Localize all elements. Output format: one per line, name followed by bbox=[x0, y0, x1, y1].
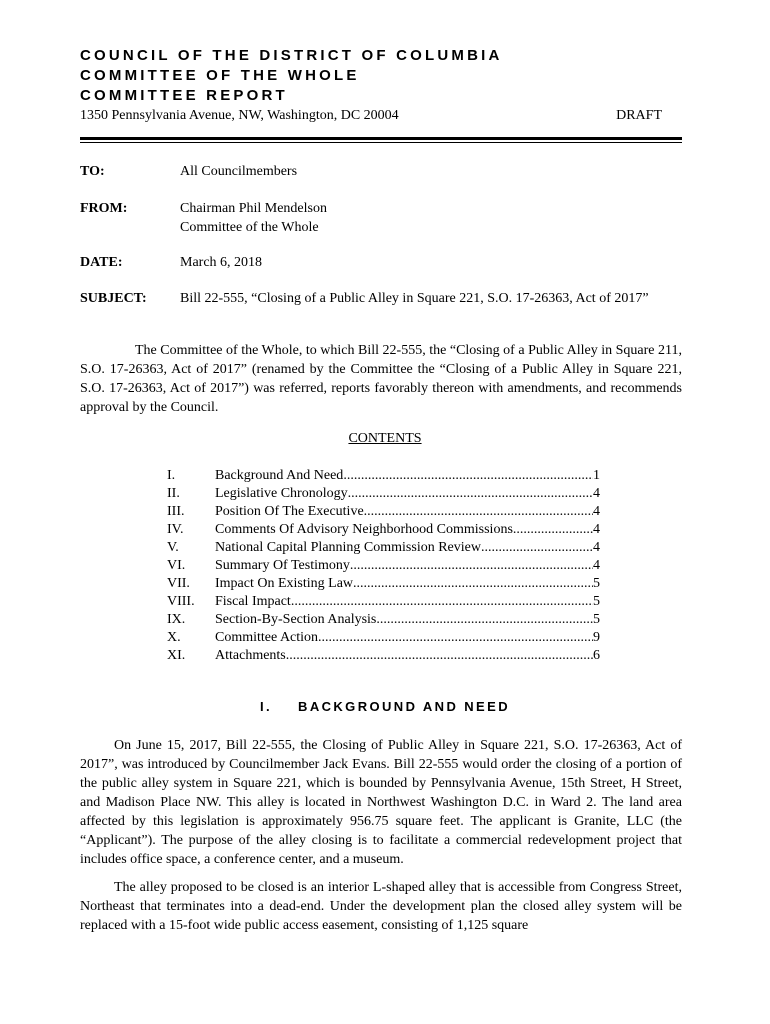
toc-page-number: 4 bbox=[593, 558, 600, 573]
report-heading bbox=[80, 46, 503, 106]
toc-page-number: 4 bbox=[593, 504, 600, 519]
address-row bbox=[80, 108, 662, 124]
contents-title: CONTENTS bbox=[348, 431, 422, 446]
toc-row bbox=[167, 503, 600, 521]
toc-number: VI. bbox=[167, 558, 186, 573]
toc-page-number: 4 bbox=[593, 522, 600, 537]
toc-leader-dots bbox=[343, 467, 593, 485]
council-address: 1350 Pennsylvania Avenue, NW, Washington, DC 20004 bbox=[80, 108, 399, 123]
date-value: March 6, 2018 bbox=[180, 255, 263, 270]
toc-title: Summary Of Testimony bbox=[215, 558, 350, 573]
from-value bbox=[180, 199, 680, 237]
toc-row bbox=[167, 611, 600, 629]
intro-paragraph: The Committee of the Whole, to which Bill 22-555, the “Closing of a Public Alley in Square 211, S.O. 17-26363, Act of 2017” (renamed by the Committee the “Closing of a Public Alley in Square 221, S.O. 17-26363, Act of 2017”) was referred, reports favorably thereon with amendments, and recommends approval by the Council. bbox=[80, 343, 682, 415]
toc-number: III. bbox=[167, 504, 185, 519]
background-paragraph-2: The alley proposed to be closed is an interior L-shaped alley that is accessible from Congress Street, Northeast that terminates into a dead-end. Under the development plan the closed alley system will be replaced with a 15-foot wide public access easement, consisting of 1,125 square bbox=[80, 880, 682, 933]
from-label: FROM: bbox=[80, 201, 128, 216]
toc-page-number: 6 bbox=[593, 648, 600, 663]
toc-leader-dots bbox=[291, 593, 593, 611]
toc-page-number: 4 bbox=[593, 486, 600, 501]
toc-leader-dots bbox=[286, 647, 593, 665]
report-type: COMMITTEE REPORT bbox=[80, 87, 288, 104]
to-label: TO: bbox=[80, 164, 105, 179]
toc-title: National Capital Planning Commission Review bbox=[215, 540, 481, 555]
section-heading bbox=[0, 699, 770, 714]
toc-title: Section-By-Section Analysis bbox=[215, 612, 377, 627]
toc-page-number: 4 bbox=[593, 540, 600, 555]
toc-page-number: 5 bbox=[593, 612, 600, 627]
toc-page-number: 5 bbox=[593, 594, 600, 609]
toc-title: Impact On Existing Law bbox=[215, 576, 354, 591]
toc-page-number: 9 bbox=[593, 630, 600, 645]
committee-name: COMMITTEE OF THE WHOLE bbox=[80, 67, 360, 84]
toc-number: X. bbox=[167, 630, 181, 645]
toc-title: Attachments bbox=[215, 648, 286, 663]
section-number: I. bbox=[260, 699, 273, 714]
table-of-contents bbox=[167, 467, 600, 665]
subject-label: SUBJECT: bbox=[80, 291, 147, 306]
toc-leader-dots bbox=[513, 521, 593, 539]
toc-number: V. bbox=[167, 540, 179, 555]
toc-number: IX. bbox=[167, 612, 186, 627]
council-name: COUNCIL OF THE DISTRICT OF COLUMBIA bbox=[80, 47, 503, 64]
toc-number: VIII. bbox=[167, 594, 195, 609]
toc-number: IV. bbox=[167, 522, 184, 537]
toc-title: Comments Of Advisory Neighborhood Commissions bbox=[215, 522, 513, 537]
toc-row bbox=[167, 521, 600, 539]
toc-row bbox=[167, 593, 600, 611]
header-rule-thin bbox=[80, 142, 682, 143]
toc-leader-dots bbox=[376, 611, 593, 629]
draft-label: DRAFT bbox=[616, 108, 662, 123]
toc-title: Position Of The Executive bbox=[215, 504, 364, 519]
to-value: All Councilmembers bbox=[180, 164, 298, 179]
from-name: Chairman Phil Mendelson bbox=[180, 201, 327, 216]
toc-number: XI. bbox=[167, 648, 186, 663]
toc-row bbox=[167, 467, 600, 485]
toc-row bbox=[167, 629, 600, 647]
toc-title: Fiscal Impact bbox=[215, 594, 291, 609]
toc-row bbox=[167, 575, 600, 593]
toc-title: Background And Need bbox=[215, 468, 344, 483]
section-title: BACKGROUND AND NEED bbox=[298, 699, 510, 714]
toc-row bbox=[167, 539, 600, 557]
header-rule-thick bbox=[80, 137, 682, 140]
toc-number: I. bbox=[167, 468, 176, 483]
toc-title: Committee Action bbox=[215, 630, 319, 645]
toc-leader-dots bbox=[364, 503, 593, 521]
toc-page-number: 5 bbox=[593, 576, 600, 591]
toc-leader-dots bbox=[318, 629, 593, 647]
toc-number: II. bbox=[167, 486, 180, 501]
toc-leader-dots bbox=[350, 557, 593, 575]
toc-row bbox=[167, 647, 600, 665]
background-paragraph-1: On June 15, 2017, Bill 22-555, the Closing of Public Alley in Square 221, S.O. 17-26363, Act of 2017”, was introduced by Councilmember Jack Evans. Bill 22-555 would order the closing of a portion of the public alley system in Square 221, which is bounded by Pennsylvania Avenue, 15th Street, H Street, and Madison Place NW. This alley is located in Northwest Washington D.C. in Ward 2. The land area affected by this legislation is approximately 956.75 square feet. The applicant is Granite, LLC (the “Applicant”). The purpose of the alley closing is to facilitate a commercial redevelopment project that includes office space, a conference center, and a museum. bbox=[80, 738, 682, 867]
toc-row bbox=[167, 485, 600, 503]
toc-leader-dots bbox=[348, 485, 593, 503]
toc-row bbox=[167, 557, 600, 575]
toc-title: Legislative Chronology bbox=[215, 486, 348, 501]
toc-page-number: 1 bbox=[593, 468, 600, 483]
date-label: DATE: bbox=[80, 255, 123, 270]
from-committee: Committee of the Whole bbox=[180, 220, 319, 235]
toc-leader-dots bbox=[353, 575, 593, 593]
subject-value: Bill 22-555, “Closing of a Public Alley in Square 221, S.O. 17-26363, Act of 2017” bbox=[180, 291, 649, 306]
toc-leader-dots bbox=[481, 539, 593, 557]
toc-number: VII. bbox=[167, 576, 190, 591]
